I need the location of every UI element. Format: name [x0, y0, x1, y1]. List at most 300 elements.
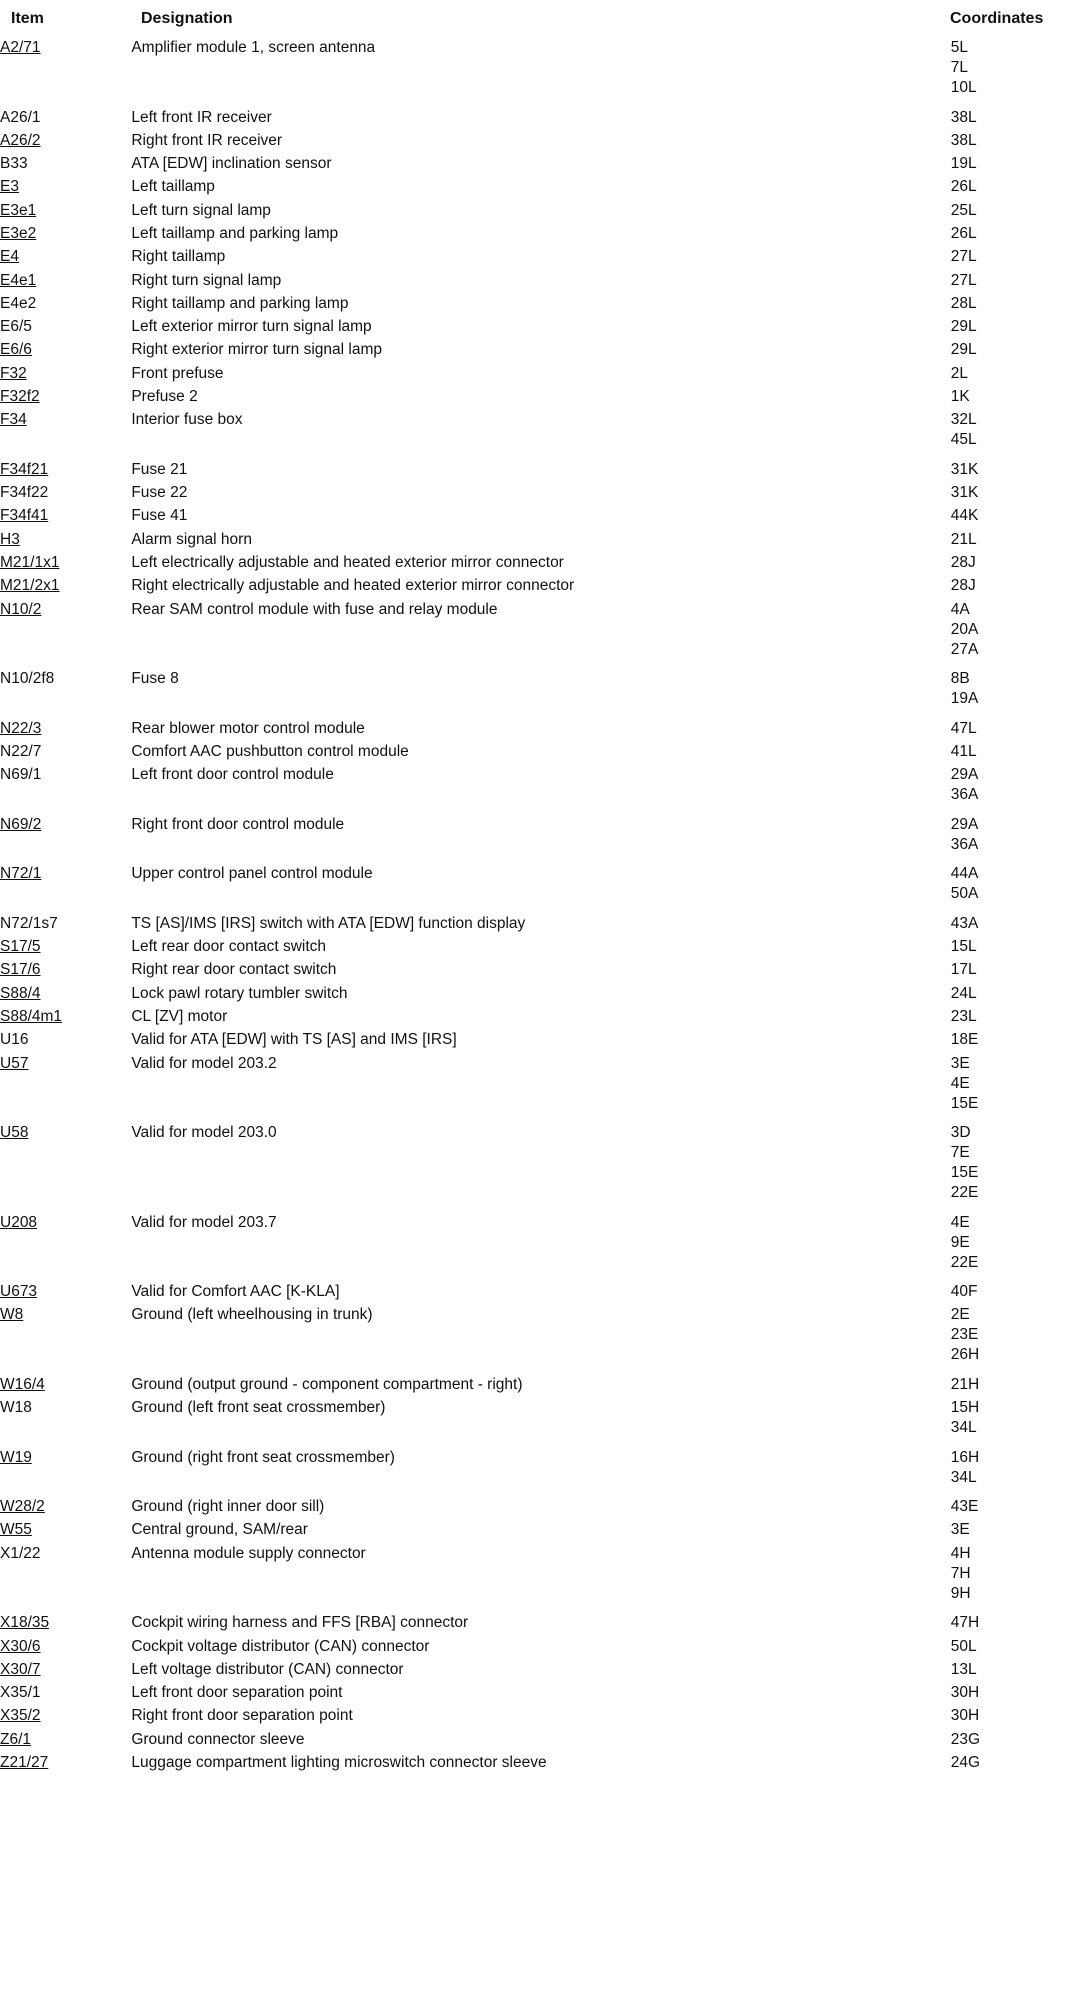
item-link[interactable]: U673: [0, 1283, 38, 1301]
coordinates-cell: [951, 224, 1072, 247]
item-link[interactable]: S88/4m1: [0, 1007, 63, 1025]
coordinate-value: 15E: [950, 1094, 979, 1112]
item-cell: [0, 201, 131, 224]
item-cell: [0, 1282, 131, 1305]
designation-cell: Valid for Comfort AAC [K-KLA]: [131, 1283, 340, 1301]
item-cell: [0, 1030, 131, 1053]
coordinate-value: 34L: [950, 1468, 977, 1486]
item-cell: [0, 317, 131, 340]
designation-cell: Valid for model 203.0: [131, 1124, 277, 1142]
designation-cell: Comfort AAC pushbutton control module: [131, 742, 409, 760]
item-link[interactable]: X35/2: [0, 1707, 41, 1725]
item-link[interactable]: S17/6: [0, 961, 41, 979]
designation-cell: Left voltage distributor (CAN) connector: [131, 1660, 404, 1678]
item-link[interactable]: X18/35: [0, 1614, 50, 1632]
designation-cell: Interior fuse box: [131, 411, 243, 429]
item-link[interactable]: N69/2: [0, 815, 42, 833]
coordinates-cell: [951, 1730, 1072, 1753]
item-link[interactable]: Z6/1: [0, 1730, 32, 1748]
item-cell: [0, 131, 131, 154]
coordinate-value: 19L: [950, 155, 977, 173]
table-row: [0, 1054, 1072, 1124]
item-code: E6/5: [0, 318, 32, 336]
item-cell: [0, 177, 131, 200]
coordinates-cell: [951, 506, 1072, 529]
coordinate-value: 31K: [950, 460, 979, 478]
item-cell: [0, 815, 131, 865]
item-code: W18: [0, 1399, 32, 1417]
coordinate-value: 7L: [950, 59, 968, 76]
component-rows: [0, 38, 1072, 1776]
coordinate-value: 30H: [950, 1684, 980, 1702]
table-row: [0, 765, 1072, 815]
table-row: [0, 669, 1072, 719]
item-link[interactable]: F32: [0, 364, 27, 382]
item-link[interactable]: N22/3: [0, 719, 42, 737]
table-row: [0, 154, 1072, 177]
designation-cell: Valid for ATA [EDW] with TS [AS] and IMS [IRS]: [131, 1031, 457, 1049]
item-cell: [0, 271, 131, 294]
coordinates-cell: [951, 154, 1072, 177]
header-coordinates: Coordinates: [950, 10, 1044, 27]
item-cell: [0, 1520, 131, 1543]
coordinates-cell: [951, 576, 1072, 599]
item-cell: [0, 1054, 131, 1124]
coordinate-value: 26L: [950, 224, 977, 242]
table-row: [0, 530, 1072, 553]
item-cell: [0, 154, 131, 177]
designation-cell: Left front door control module: [131, 766, 334, 784]
table-row: [0, 483, 1072, 506]
designation-cell: Ground (left wheelhousing in trunk): [131, 1306, 373, 1324]
item-link[interactable]: F32f2: [0, 388, 40, 406]
table-row: [0, 1213, 1072, 1283]
table-row: [0, 201, 1072, 224]
coordinate-value: 3E: [950, 1521, 970, 1539]
item-cell: [0, 364, 131, 387]
item-cell: [0, 1448, 131, 1498]
item-cell: [0, 960, 131, 983]
designation-cell: Amplifier module 1, screen antenna: [131, 39, 376, 56]
designation-cell: Cockpit wiring harness and FFS [RBA] connector: [131, 1614, 469, 1632]
coordinate-value: 1K: [950, 388, 970, 406]
table-row: [0, 506, 1072, 529]
item-link[interactable]: Z21/27: [0, 1753, 49, 1771]
coordinates-cell: [951, 960, 1072, 983]
coordinate-value: 24L: [950, 984, 977, 1002]
item-link[interactable]: S17/5: [0, 938, 41, 956]
table-row: [0, 131, 1072, 154]
table-row: [0, 1030, 1072, 1053]
designation-cell: Right turn signal lamp: [131, 271, 282, 289]
designation-cell: Right front IR receiver: [131, 131, 283, 149]
coordinates-cell: [951, 247, 1072, 270]
item-link[interactable]: U58: [0, 1124, 29, 1142]
table-row: [0, 108, 1072, 131]
coordinates-cell: [951, 984, 1072, 1007]
table-row: [0, 937, 1072, 960]
table-row: [0, 960, 1072, 983]
designation-cell: Left taillamp and parking lamp: [131, 224, 339, 242]
coordinate-value: 36A: [950, 835, 979, 853]
coordinate-value: 22E: [950, 1253, 979, 1271]
item-code: B33: [0, 155, 28, 173]
item-link[interactable]: U208: [0, 1213, 38, 1231]
coordinate-value: 26H: [950, 1346, 980, 1364]
coordinate-value: 28L: [950, 294, 977, 312]
item-cell: [0, 742, 131, 765]
item-code: N10/2f8: [0, 670, 55, 688]
table-row: [0, 177, 1072, 200]
coordinates-cell: [951, 765, 1072, 815]
item-cell: [0, 765, 131, 815]
item-cell: [0, 1497, 131, 1520]
coordinates-cell: [951, 1448, 1072, 1498]
designation-cell: Right taillamp and parking lamp: [131, 294, 349, 312]
coordinate-value: 27L: [950, 271, 977, 289]
coordinates-cell: [951, 1213, 1072, 1283]
coordinates-cell: [951, 553, 1072, 576]
coordinate-value: 28J: [950, 554, 976, 572]
item-cell: [0, 410, 131, 460]
coordinate-value: 50L: [950, 1637, 977, 1655]
table-row: [0, 1730, 1072, 1753]
table-row: [0, 864, 1072, 914]
coordinate-value: 29L: [950, 318, 977, 336]
table-row: [0, 1007, 1072, 1030]
coordinates-cell: [951, 742, 1072, 765]
table-row: [0, 742, 1072, 765]
item-link[interactable]: W55: [0, 1521, 32, 1539]
coordinate-value: 21L: [950, 530, 977, 548]
coordinate-value: 22E: [950, 1184, 979, 1202]
coordinate-value: 43A: [950, 914, 979, 932]
item-code: X1/22: [0, 1544, 41, 1562]
designation-cell: Rear blower motor control module: [131, 719, 365, 737]
designation-cell: Upper control panel control module: [131, 865, 373, 883]
designation-cell: Left front IR receiver: [131, 108, 272, 126]
item-link[interactable]: E4e1: [0, 271, 37, 289]
coordinates-cell: [951, 719, 1072, 742]
table-row: [0, 1683, 1072, 1706]
designation-cell: Left exterior mirror turn signal lamp: [131, 318, 372, 336]
coordinates-cell: [951, 1123, 1072, 1213]
designation-cell: Luggage compartment lighting microswitch connector sleeve: [131, 1753, 547, 1771]
coordinates-cell: [951, 410, 1072, 460]
coordinate-value: 15L: [950, 938, 977, 956]
coordinate-value: 36A: [950, 786, 979, 804]
coordinates-cell: [951, 1375, 1072, 1398]
item-cell: [0, 937, 131, 960]
item-link[interactable]: F34f21: [0, 460, 49, 478]
designation-cell: Fuse 41: [131, 507, 188, 525]
table-row: [0, 317, 1072, 340]
coordinates-cell: [951, 340, 1072, 363]
coordinates-cell: [951, 1282, 1072, 1305]
coordinate-value: 15H: [950, 1399, 980, 1417]
item-cell: [0, 576, 131, 599]
table-row: [0, 1637, 1072, 1660]
coordinates-cell: [951, 1753, 1072, 1776]
item-cell: [0, 1213, 131, 1283]
table-row: [0, 38, 1072, 108]
coordinate-value: 4H: [950, 1544, 971, 1562]
table-row: [0, 387, 1072, 410]
item-cell: [0, 1613, 131, 1636]
coordinate-value: 17L: [950, 961, 977, 979]
coordinate-value: 16H: [950, 1448, 980, 1466]
component-table: [0, 38, 1072, 1776]
designation-cell: Left taillamp: [131, 178, 215, 196]
coordinates-cell: [951, 271, 1072, 294]
coordinate-value: 32L: [950, 411, 977, 429]
coordinates-cell: [951, 201, 1072, 224]
item-link[interactable]: E3e2: [0, 224, 37, 242]
item-cell: [0, 506, 131, 529]
designation-cell: Antenna module supply connector: [131, 1544, 366, 1562]
table-row: [0, 294, 1072, 317]
item-link[interactable]: S88/4: [0, 984, 41, 1002]
coordinates-cell: [951, 1613, 1072, 1636]
item-code: A26/1: [0, 108, 41, 126]
table-header: [0, 8, 1072, 30]
designation-cell: Alarm signal horn: [131, 530, 252, 548]
coordinate-value: 9H: [950, 1584, 971, 1602]
item-cell: [0, 1007, 131, 1030]
item-cell: [0, 1305, 131, 1375]
item-link[interactable]: W19: [0, 1448, 32, 1466]
coordinate-value: 29A: [950, 766, 979, 784]
coordinates-cell: [951, 364, 1072, 387]
coordinates-cell: [951, 815, 1072, 865]
designation-cell: Left rear door contact switch: [131, 938, 327, 956]
item-link[interactable]: A2/71: [0, 39, 41, 56]
table-row: [0, 224, 1072, 247]
coordinate-value: 9E: [950, 1233, 970, 1251]
item-link[interactable]: W16/4: [0, 1375, 45, 1393]
coordinate-value: 18E: [950, 1031, 979, 1049]
designation-cell: Right electrically adjustable and heated exterior mirror connector: [131, 577, 575, 595]
table-row: [0, 1544, 1072, 1614]
item-cell: [0, 460, 131, 483]
coordinate-value: 8B: [950, 670, 970, 688]
coordinates-cell: [951, 1007, 1072, 1030]
coordinates-cell: [951, 38, 1072, 108]
coordinates-cell: [951, 131, 1072, 154]
coordinate-value: 28J: [950, 577, 976, 595]
item-link[interactable]: E3e1: [0, 201, 37, 219]
coordinates-cell: [951, 483, 1072, 506]
item-cell: [0, 669, 131, 719]
item-cell: [0, 294, 131, 317]
item-cell: [0, 1683, 131, 1706]
table-row: [0, 1305, 1072, 1375]
designation-cell: Front prefuse: [131, 364, 224, 382]
table-row: [0, 247, 1072, 270]
item-cell: [0, 387, 131, 410]
item-link[interactable]: X30/6: [0, 1637, 41, 1655]
coordinate-value: 29A: [950, 815, 979, 833]
table-row: [0, 1282, 1072, 1305]
designation-cell: Right front door control module: [131, 815, 345, 833]
item-cell: [0, 1753, 131, 1776]
item-link[interactable]: N10/2: [0, 600, 42, 618]
coordinates-cell: [951, 1660, 1072, 1683]
coordinates-cell: [951, 1030, 1072, 1053]
item-cell: [0, 1398, 131, 1448]
coordinate-value: 43E: [950, 1498, 979, 1516]
table-row: [0, 1448, 1072, 1498]
coordinate-value: 20A: [950, 620, 979, 638]
coordinate-value: 15E: [950, 1164, 979, 1182]
item-cell: [0, 914, 131, 937]
coordinate-value: 30H: [950, 1707, 980, 1725]
item-cell: [0, 864, 131, 914]
coordinates-cell: [951, 1497, 1072, 1520]
item-link[interactable]: X30/7: [0, 1660, 41, 1678]
coordinate-value: 38L: [950, 108, 977, 126]
table-row: [0, 410, 1072, 460]
item-link[interactable]: U57: [0, 1054, 29, 1072]
coordinates-cell: [951, 937, 1072, 960]
coordinate-value: 44A: [950, 865, 979, 883]
coordinate-value: 7E: [950, 1144, 970, 1162]
designation-cell: CL [ZV] motor: [131, 1007, 228, 1025]
coordinate-value: 23G: [950, 1730, 981, 1748]
item-link[interactable]: W28/2: [0, 1498, 45, 1516]
designation-cell: Lock pawl rotary tumbler switch: [131, 984, 348, 1002]
item-cell: [0, 1730, 131, 1753]
item-link[interactable]: M21/1x1: [0, 554, 60, 572]
item-link[interactable]: N72/1: [0, 865, 42, 883]
item-code: X35/1: [0, 1684, 41, 1702]
table-row: [0, 364, 1072, 387]
designation-cell: Fuse 22: [131, 484, 188, 502]
coordinates-cell: [951, 387, 1072, 410]
coordinate-value: 27L: [950, 248, 977, 266]
item-link[interactable]: E6/6: [0, 341, 32, 359]
designation-cell: Prefuse 2: [131, 388, 198, 406]
designation-cell: Fuse 21: [131, 460, 188, 478]
table-row: [0, 1753, 1072, 1776]
designation-cell: Fuse 8: [131, 670, 179, 688]
item-code: U16: [0, 1031, 29, 1049]
designation-cell: Right front door separation point: [131, 1707, 353, 1725]
item-code: N22/7: [0, 742, 42, 760]
table-row: [0, 1375, 1072, 1398]
coordinate-value: 3E: [950, 1054, 970, 1072]
item-cell: [0, 38, 131, 108]
coordinates-cell: [951, 460, 1072, 483]
coordinates-cell: [951, 1305, 1072, 1375]
item-cell: [0, 1544, 131, 1614]
item-link[interactable]: H3: [0, 530, 20, 548]
coordinate-value: 13L: [950, 1660, 977, 1678]
coordinate-value: 4E: [950, 1213, 970, 1231]
designation-cell: Left electrically adjustable and heated exterior mirror connector: [131, 554, 564, 572]
coordinate-value: 38L: [950, 131, 977, 149]
item-link[interactable]: A26/2: [0, 131, 41, 149]
coordinate-value: 7H: [950, 1564, 971, 1582]
item-cell: [0, 1660, 131, 1683]
designation-cell: Valid for model 203.2: [131, 1054, 277, 1072]
coordinates-cell: [951, 1637, 1072, 1660]
item-link[interactable]: E4: [0, 248, 19, 266]
table-row: [0, 1613, 1072, 1636]
designation-cell: Right rear door contact switch: [131, 961, 337, 979]
coordinate-value: 23E: [950, 1326, 979, 1344]
coordinate-value: 40F: [950, 1283, 978, 1301]
coordinate-value: 19A: [950, 690, 979, 708]
table-row: [0, 576, 1072, 599]
item-link[interactable]: F34: [0, 411, 27, 429]
coordinates-cell: [951, 1398, 1072, 1448]
coordinate-value: 44K: [950, 507, 979, 525]
coordinate-value: 31K: [950, 484, 979, 502]
designation-cell: ATA [EDW] inclination sensor: [131, 155, 332, 173]
coordinate-value: 25L: [950, 201, 977, 219]
table-row: [0, 1706, 1072, 1729]
header-designation: Designation: [141, 10, 233, 27]
designation-cell: Ground (right inner door sill): [131, 1498, 325, 1516]
designation-cell: Left turn signal lamp: [131, 201, 271, 219]
item-cell: [0, 553, 131, 576]
item-link[interactable]: E3: [0, 178, 19, 196]
table-row: [0, 1398, 1072, 1448]
coordinates-cell: [951, 1544, 1072, 1614]
coordinate-value: 45L: [950, 431, 977, 449]
table-row: [0, 815, 1072, 865]
item-cell: [0, 984, 131, 1007]
coordinate-value: 47L: [950, 719, 977, 737]
designation-cell: Ground connector sleeve: [131, 1730, 305, 1748]
coordinate-value: 2E: [950, 1306, 970, 1324]
item-cell: [0, 247, 131, 270]
item-cell: [0, 108, 131, 131]
table-row: [0, 1660, 1072, 1683]
coordinates-cell: [951, 294, 1072, 317]
designation-cell: Cockpit voltage distributor (CAN) connector: [131, 1637, 430, 1655]
coordinate-value: 23L: [950, 1007, 977, 1025]
coordinate-value: 10L: [950, 79, 977, 96]
coordinates-cell: [951, 1054, 1072, 1124]
coordinates-cell: [951, 669, 1072, 719]
designation-cell: Valid for model 203.7: [131, 1213, 277, 1231]
item-link[interactable]: F34f41: [0, 507, 49, 525]
coordinate-value: 34L: [950, 1419, 977, 1437]
table-row: [0, 984, 1072, 1007]
item-cell: [0, 600, 131, 670]
coordinate-value: 4A: [950, 600, 970, 618]
coordinate-value: 21H: [950, 1375, 980, 1393]
coordinate-value: 29L: [950, 341, 977, 359]
item-link[interactable]: W8: [0, 1306, 24, 1324]
item-link[interactable]: M21/2x1: [0, 577, 60, 595]
item-cell: [0, 340, 131, 363]
item-cell: [0, 719, 131, 742]
coordinates-cell: [951, 1683, 1072, 1706]
item-cell: [0, 1637, 131, 1660]
designation-cell: Rear SAM control module with fuse and relay module: [131, 600, 498, 618]
designation-cell: Left front door separation point: [131, 1684, 343, 1702]
coordinates-cell: [951, 600, 1072, 670]
item-cell: [0, 483, 131, 506]
designation-cell: Central ground, SAM/rear: [131, 1521, 308, 1539]
coordinate-value: 41L: [950, 742, 977, 760]
item-cell: [0, 1706, 131, 1729]
coordinates-cell: [951, 177, 1072, 200]
table-row: [0, 460, 1072, 483]
